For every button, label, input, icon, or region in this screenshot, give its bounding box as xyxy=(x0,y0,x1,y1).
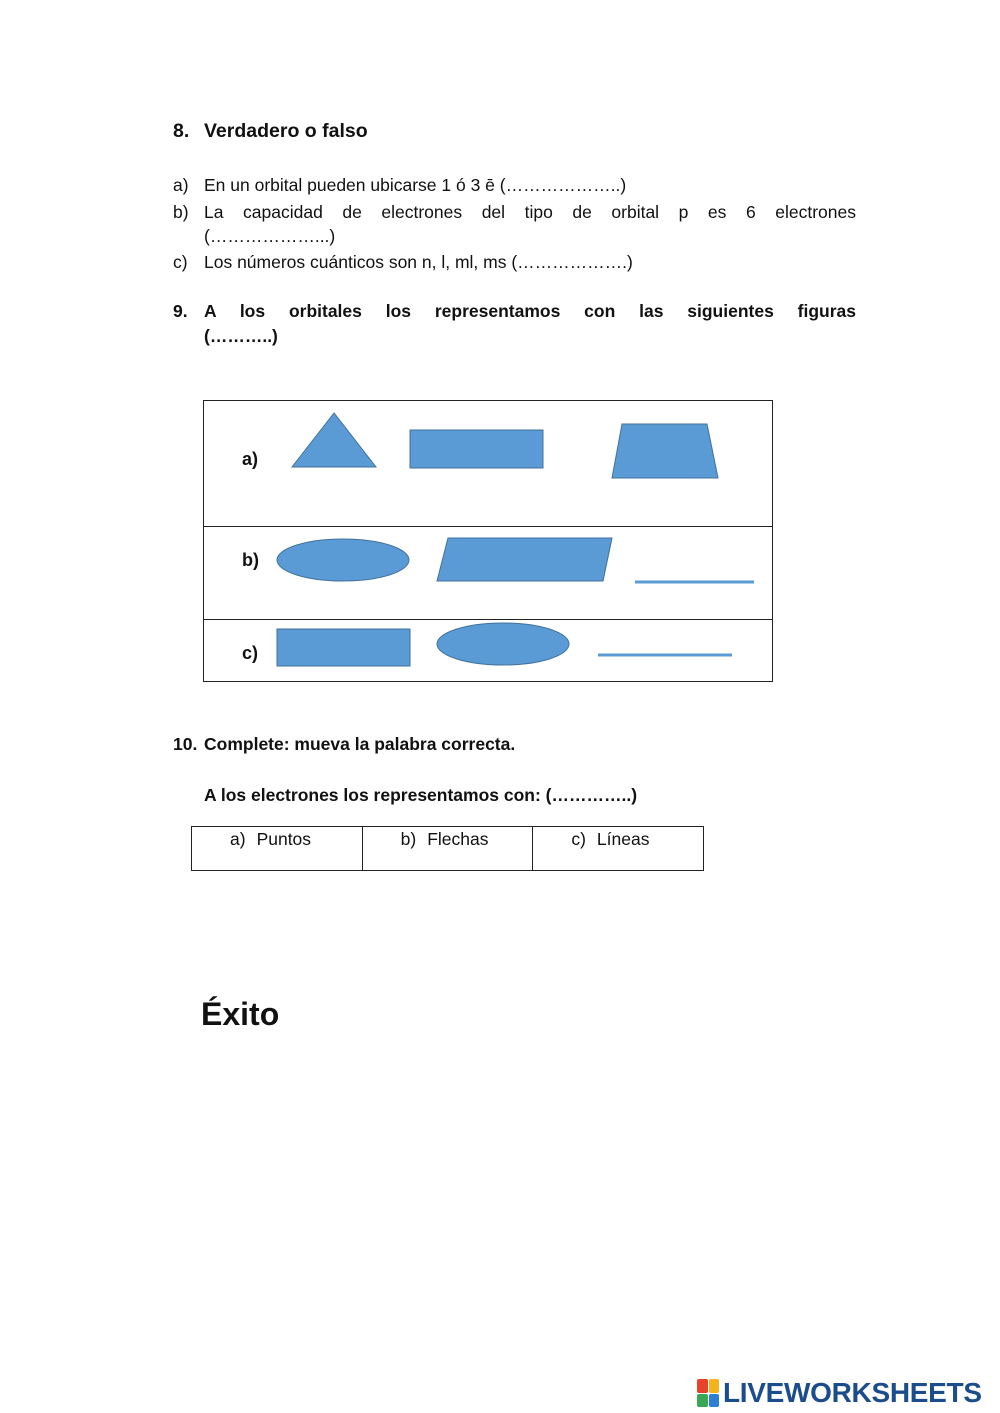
ellipse-shape xyxy=(437,623,569,665)
option-flechas[interactable] xyxy=(363,827,534,870)
shape-row-b-label[interactable]: b) xyxy=(242,550,259,570)
option-label: b) xyxy=(400,829,417,849)
shape-options-table xyxy=(203,400,773,682)
item-text: Los números cuánticos son n, l, ml, ms (……………….) xyxy=(204,252,633,272)
option-text: Líneas xyxy=(596,829,650,849)
shape-row-a-label[interactable]: a) xyxy=(242,449,259,469)
option-text: Puntos xyxy=(256,829,312,849)
option-lineas[interactable] xyxy=(533,827,703,870)
option-text: Flechas xyxy=(427,829,489,849)
rectangle-shape xyxy=(410,430,543,468)
ellipse-shape xyxy=(277,539,409,581)
question-10-prompt: A los electrones los representamos con: (…………..) xyxy=(204,785,638,805)
word-options-table xyxy=(191,826,704,871)
triangle-shape xyxy=(292,413,376,467)
question-8-item-b xyxy=(173,200,856,248)
question-10-number: 10. xyxy=(173,734,198,754)
item-text-line-1: La capacidad de electrones del tipo de orbital p es 6 electrones xyxy=(204,202,856,222)
question-10-title: Complete: mueva la palabra correcta. xyxy=(204,734,516,754)
brand-name: LIVEWORKSHEETS xyxy=(723,1377,982,1408)
closing-text: Éxito xyxy=(201,996,280,1032)
item-label: a) xyxy=(173,175,189,195)
question-9-line-2: (………..) xyxy=(204,326,278,346)
item-text-line-2: (………………...) xyxy=(204,226,336,246)
question-8-title: Verdadero o falso xyxy=(204,120,368,142)
option-puntos[interactable] xyxy=(192,827,363,870)
rectangle-shape xyxy=(277,629,410,666)
item-text-block xyxy=(204,200,856,248)
item-label: c) xyxy=(173,252,188,272)
item-text: En un orbital pueden ubicarse 1 ó 3 ē (………………..) xyxy=(204,175,627,195)
question-9-number: 9. xyxy=(173,301,188,321)
question-8-number: 8. xyxy=(173,120,190,142)
parallelogram-shape xyxy=(437,538,612,581)
option-label: c) xyxy=(571,829,586,849)
shape-row-c-label[interactable]: c) xyxy=(242,643,259,663)
option-label: a) xyxy=(230,829,246,849)
question-9-text xyxy=(204,299,856,349)
orbital-shapes xyxy=(204,401,774,683)
liveworksheets-logo xyxy=(697,1377,982,1409)
logo-icon xyxy=(697,1379,719,1407)
question-9-line-1: A los orbitales los representamos con las siguientes figuras xyxy=(204,301,856,321)
item-label: b) xyxy=(173,202,189,222)
trapezoid-shape xyxy=(612,424,718,478)
